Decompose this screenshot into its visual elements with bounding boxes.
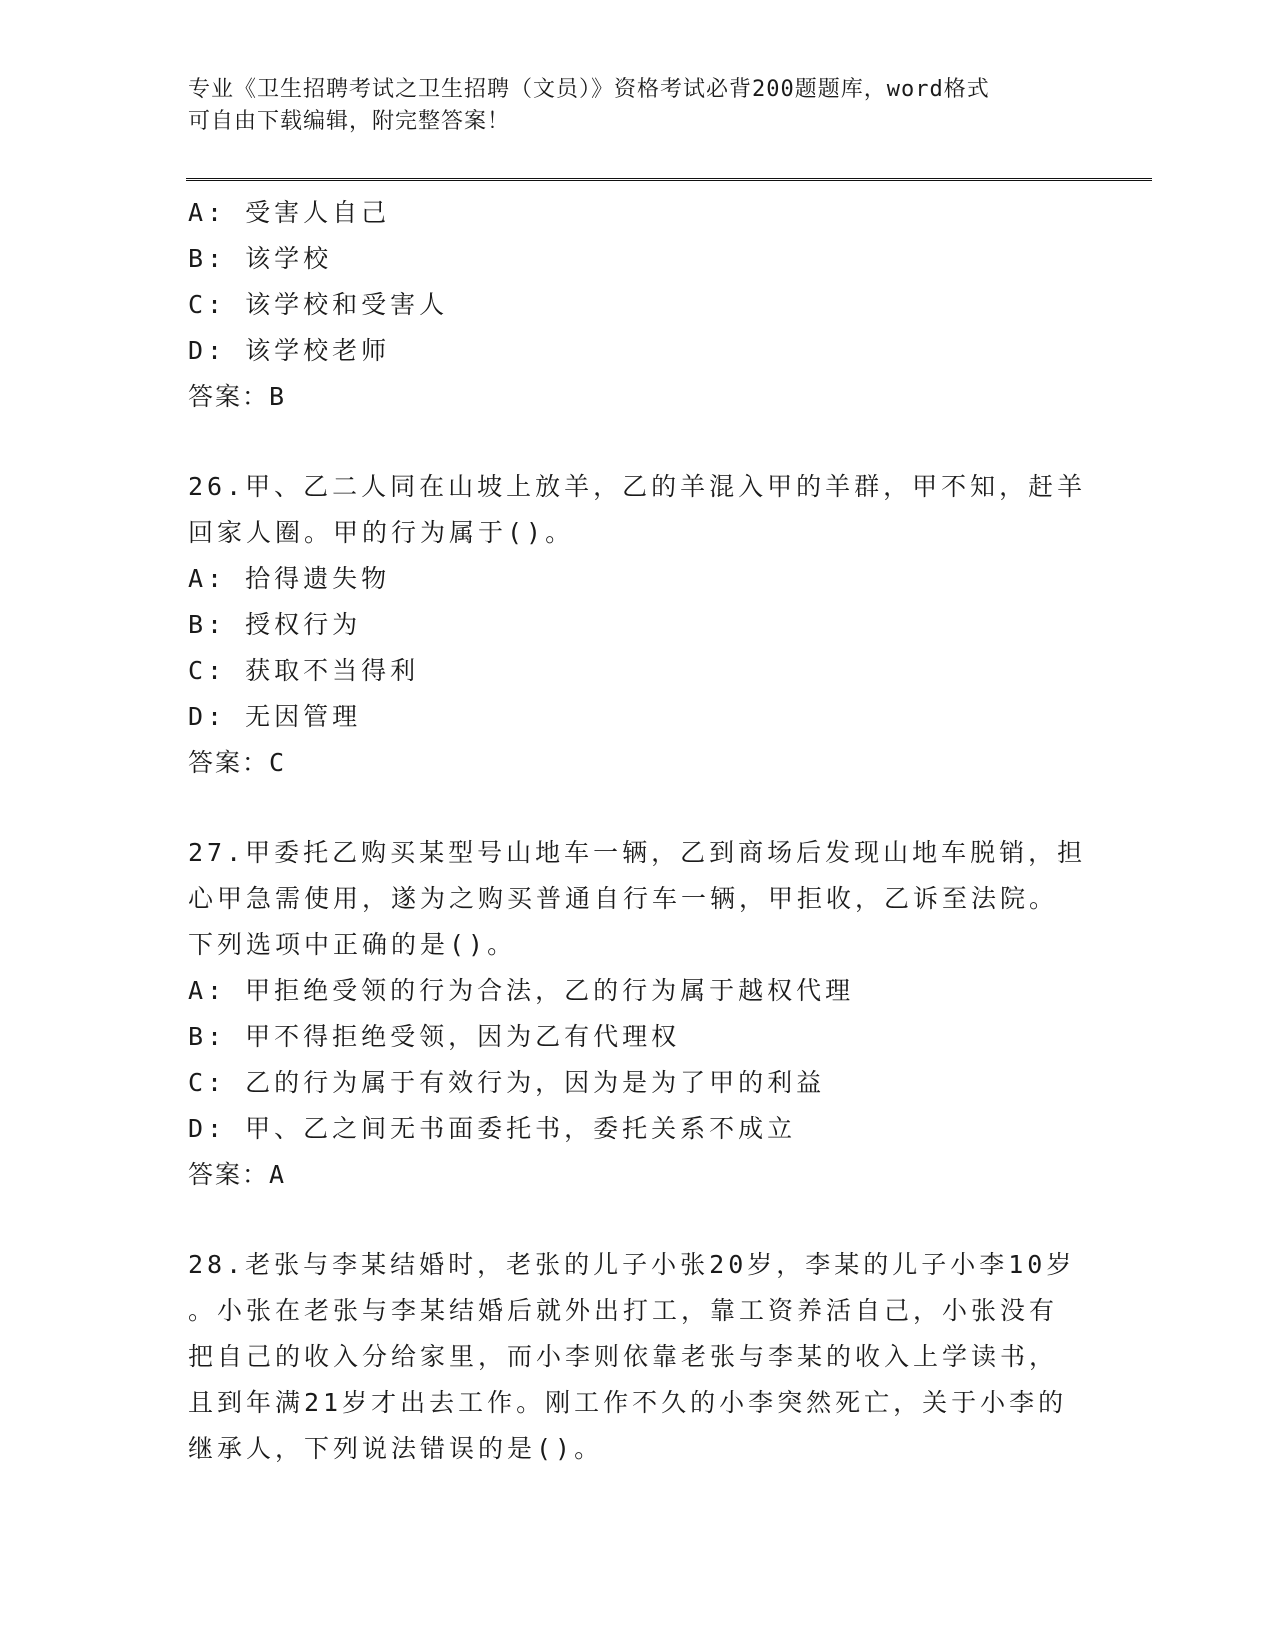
option-d: D: 甲、乙之间无书面委托书，委托关系不成立 [188, 1114, 797, 1143]
question-27-block [188, 830, 1088, 1198]
option-a: A: 甲拒绝受领的行为合法，乙的行为属于越权代理 [188, 976, 855, 1005]
option-c: C: 乙的行为属于有效行为，因为是为了甲的利益 [188, 1068, 826, 1097]
header-line-2: 可自由下载编辑，附完整答案！ [188, 109, 511, 134]
question-text-line: 继承人，下列说法错误的是()。 [188, 1434, 604, 1463]
answer-line [188, 374, 1088, 420]
option-d: D: 无因管理 [188, 702, 362, 731]
answer-value: C [269, 748, 287, 777]
option-d: D: 该学校老师 [188, 336, 391, 365]
spacer [188, 786, 1088, 830]
question-25-block [188, 190, 1088, 420]
header-divider [186, 178, 1152, 181]
question-text-line: 回家人圈。甲的行为属于()。 [188, 518, 575, 547]
document-header [188, 74, 1068, 138]
spacer [188, 1198, 1088, 1242]
option-c: C: 该学校和受害人 [188, 290, 449, 319]
question-text-line: 27.甲委托乙购买某型号山地车一辆，乙到商场后发现山地车脱销，担 [188, 838, 1087, 867]
header-line-1: 专业《卫生招聘考试之卫生招聘（文员）》资格考试必背200题题库，word格式 [188, 77, 990, 102]
spacer [188, 420, 1088, 464]
answer-value: B [269, 382, 287, 411]
answer-label: 答案： [188, 1160, 270, 1189]
question-content [188, 190, 1088, 1472]
option-b: B: 甲不得拒绝受领，因为乙有代理权 [188, 1022, 681, 1051]
answer-line [188, 740, 1088, 786]
question-26-block [188, 464, 1088, 786]
option-a: A: 受害人自己 [188, 198, 391, 227]
question-text-line: 下列选项中正确的是()。 [188, 930, 517, 959]
question-text-line: 把自己的收入分给家里，而小李则依靠老张与李某的收入上学读书， [188, 1342, 1059, 1371]
question-text-line: 。小张在老张与李某结婚后就外出打工，靠工资养活自己，小张没有 [188, 1296, 1059, 1325]
answer-value: A [269, 1160, 287, 1189]
question-28-block [188, 1242, 1088, 1472]
question-text-line: 26.甲、乙二人同在山坡上放羊，乙的羊混入甲的羊群，甲不知，赶羊 [188, 472, 1087, 501]
answer-line [188, 1152, 1088, 1198]
option-c: C: 获取不当得利 [188, 656, 420, 685]
question-text-line: 心甲急需使用，遂为之购买普通自行车一辆，甲拒收，乙诉至法院。 [188, 884, 1059, 913]
answer-label: 答案： [188, 382, 270, 411]
option-b: B: 授权行为 [188, 610, 362, 639]
question-text-line: 且到年满21岁才出去工作。刚工作不久的小李突然死亡，关于小李的 [188, 1388, 1068, 1417]
option-a: A: 拾得遗失物 [188, 564, 391, 593]
option-b: B: 该学校 [188, 244, 333, 273]
answer-label: 答案： [188, 748, 270, 777]
question-text-line: 28.老张与李某结婚时，老张的儿子小张20岁，李某的儿子小李10岁 [188, 1250, 1076, 1279]
